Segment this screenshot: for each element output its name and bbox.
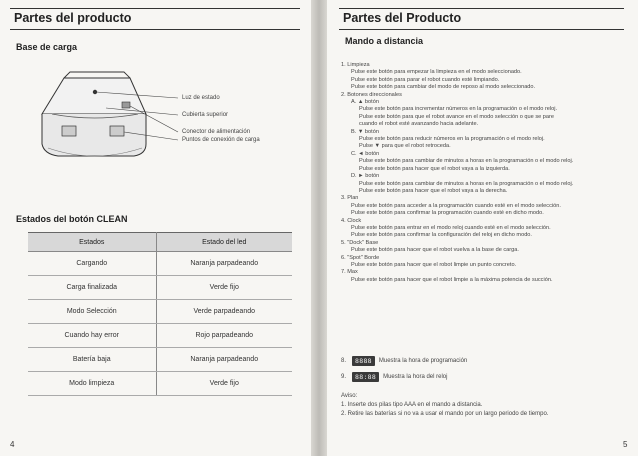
table-row xyxy=(28,372,292,396)
table-header-row xyxy=(28,233,292,252)
led-cell: Rojo parpadeando xyxy=(156,324,292,348)
page-number: 5 xyxy=(623,440,628,449)
table-row xyxy=(28,348,292,372)
charging-base-illustration xyxy=(34,66,294,176)
list-item: 4. Clock xyxy=(341,217,362,224)
state-cell: Carga finalizada xyxy=(28,276,156,300)
list-item: Pulse este botón para empezar la limpieza en el modo seleccionado. xyxy=(351,69,522,76)
list-item: Pulse este botón para cambiar de minutos a horas en la programación o el modo reloj. xyxy=(359,180,574,187)
section-title-remote: Mando a distancia xyxy=(345,36,424,46)
list-item: Pulse este botón para hacer que el robot vaya a la derecha. xyxy=(359,187,508,194)
list-item: Pulse este botón para que el robot avance en el modo selección o que se pare xyxy=(359,113,554,120)
display-description: Muestra la hora de programación xyxy=(378,358,468,364)
list-item: Pulse este botón para acceder a la programación cuando esté en el modo selección. xyxy=(351,202,561,209)
aviso-note xyxy=(341,392,548,419)
aviso-title: Aviso: xyxy=(341,393,358,399)
aviso-item: 1. Inserte dos pilas tipo AAA en el mando a distancia. xyxy=(341,402,483,408)
remote-buttons-list xyxy=(341,62,631,284)
page-number: 4 xyxy=(10,440,15,449)
book-gutter xyxy=(311,0,327,456)
list-item: Pulse este botón para hacer que el robot vaya a la izquierda. xyxy=(359,165,510,172)
left-page xyxy=(0,0,311,456)
list-item: Pulse este botón para reducir números en la programación o el modo reloj. xyxy=(359,136,545,143)
led-cell: Verde fijo xyxy=(156,372,292,396)
callout-power-connector: Conector de alimentación xyxy=(182,129,251,135)
list-item: Pulse este botón para cambiar de minutos a horas en la programación o el modo reloj. xyxy=(359,158,574,165)
list-item: C. ◄ botón xyxy=(351,150,380,157)
lcd-display-icon: 88:88 xyxy=(352,372,379,382)
list-item: Pulse este botón para hacer que el robot limpie un punto concreto. xyxy=(351,261,517,268)
list-item: 1. Limpieza xyxy=(341,62,370,68)
right-page xyxy=(327,0,638,456)
led-cell: Verde parpadeando xyxy=(156,300,292,324)
section-title-clean-states: Estados del botón CLEAN xyxy=(16,214,128,224)
column-header: Estado del led xyxy=(156,233,292,252)
clean-button-states-table xyxy=(28,232,292,396)
list-item: Pulse este botón para cambiar del modo de reposo al modo seleccionado. xyxy=(351,84,536,91)
display-description: Muestra la hora del reloj xyxy=(383,374,448,380)
column-header: Estados xyxy=(28,233,156,252)
list-item: D. ► botón xyxy=(351,173,380,180)
list-item: 3. Plan xyxy=(341,195,359,202)
list-item: Pulse este botón para entrar en el modo reloj cuando esté en el modo selección. xyxy=(351,224,551,231)
display-programming xyxy=(341,356,467,366)
item-number: 9. xyxy=(341,374,347,380)
table-row xyxy=(28,324,292,348)
table-row xyxy=(28,300,292,324)
list-item: Pulse este botón para confirmar la programación cuando esté en dicho modo. xyxy=(351,210,544,217)
list-item: Pulse este botón para hacer que el robot limpie a la máxima potencia de succión. xyxy=(351,276,553,283)
state-cell: Cargando xyxy=(28,252,156,276)
charging-base-diagram xyxy=(34,66,294,176)
led-cell: Naranja parpadeando xyxy=(156,252,292,276)
state-cell: Cuando hay error xyxy=(28,324,156,348)
list-item: Pulse este botón para hacer que el robot vuelva a la base de carga. xyxy=(351,247,519,254)
list-item: 6. "Spot" Borde xyxy=(341,254,380,261)
list-item: A. ▲ botón xyxy=(351,99,379,106)
callout-status-light: Luz de estado xyxy=(182,95,220,101)
section-title-base: Base de carga xyxy=(16,42,78,52)
callout-charging-points: Puntos de conexión de carga xyxy=(182,137,260,143)
lcd-display-icon: 8888 xyxy=(352,356,375,366)
list-item: Pulse este botón para parar el robot cuando esté limpiando. xyxy=(351,76,500,83)
led-cell: Verde fijo xyxy=(156,276,292,300)
table-row xyxy=(28,276,292,300)
list-item: B. ▼ botón xyxy=(351,128,379,135)
list-item: cuando el robot esté avanzando hacia adelante. xyxy=(359,121,479,128)
aviso-item: 2. Retire las baterías si no va a usar el mando por un largo periodo de tiempo. xyxy=(341,411,549,417)
led-cell: Naranja parpadeando xyxy=(156,348,292,372)
list-item: 5. "Dock" Base xyxy=(341,239,379,246)
table-row xyxy=(28,252,292,276)
list-item: Pulse este botón para incrementar números en la programación o el modo reloj. xyxy=(359,106,558,113)
list-item: 7. Max xyxy=(341,269,358,276)
state-cell: Batería baja xyxy=(28,348,156,372)
page-header: Partes del Producto xyxy=(339,8,624,30)
state-cell: Modo Selección xyxy=(28,300,156,324)
list-item: Pulse ▼ para que el robot retroceda. xyxy=(359,143,451,150)
list-item: Pulse este botón para confirmar la configuración del reloj en dicho modo. xyxy=(351,232,532,239)
state-cell: Modo limpieza xyxy=(28,372,156,396)
callout-top-cover: Cubierta superior xyxy=(182,112,229,118)
list-item: 2. Botones direccionales xyxy=(341,91,402,98)
page-header: Partes del producto xyxy=(10,8,300,30)
item-number: 8. xyxy=(341,358,347,364)
display-clock xyxy=(341,372,447,382)
